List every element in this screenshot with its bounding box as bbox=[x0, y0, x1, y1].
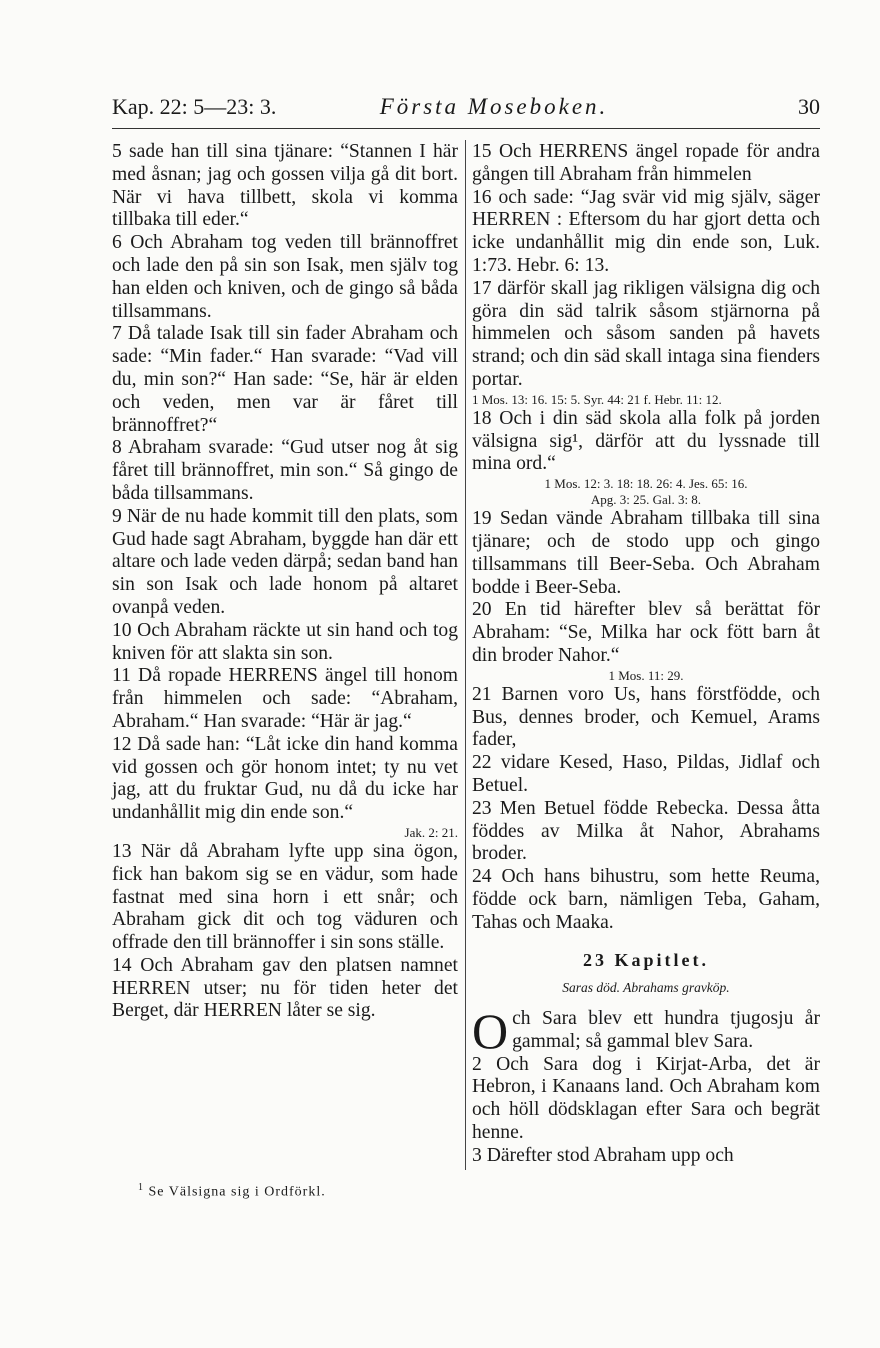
verse-8: 8 Abraham svarade: “Gud utser nog åt sig fåret till brännoffret, min son.“ Så gingo de båda tillsammans. bbox=[112, 437, 458, 504]
cross-reference: Jak. 2: 21. bbox=[404, 824, 458, 840]
drop-cap: O bbox=[472, 1003, 509, 1060]
chapter-heading: 23 Kapitlet. bbox=[583, 949, 709, 970]
verse-17: 17 därför skall jag rikligen välsigna dig och göra din säd talrik såsom stjärnorna på himmelen och såsom sanden på havets strand; och din säd skall intaga sina fienders portar. bbox=[472, 277, 820, 390]
left-column bbox=[112, 141, 458, 1023]
verse-14: 14 Och Abraham gav den platsen namnet HERREN utser; nu för tiden heter det Berget, där HERREN låter se sig. bbox=[112, 954, 458, 1022]
footnote-marker: 1 bbox=[138, 1182, 144, 1193]
verse-12: 12 Då sade han: “Låt icke din hand komma vid gossen och gör honom intet; ty nu vet jag, att du fruktar Gud, nu då du icke har undanhållit mig din ende son.“ bbox=[112, 733, 458, 824]
verse-23: 23 Men Betuel födde Rebecka. Dessa åtta föddes av Milka åt Nahor, Abrahams broder. bbox=[472, 797, 820, 865]
verse-9: 9 När de nu hade kommit till den plats, som Gud hade sagt Abraham, byggde han där ett altare och lade veden därpå; sedan band han sin son Isak och lade honom på altaret ovanpå veden. bbox=[112, 505, 458, 618]
verse-15: 15 Och HERRENS ängel ropade för andra gången till Abraham från himmelen bbox=[472, 141, 820, 185]
book-title: Första Moseboken. bbox=[379, 94, 609, 119]
verse-6: 6 Och Abraham tog veden till brännoffret och lade den på sin son Isak, men själv tog han elden och kniven, och de gingo så båda tillsammans. bbox=[112, 232, 458, 322]
chapter-summary: Saras död. Abrahams gravköp. bbox=[562, 980, 730, 996]
verse-1-text: ch Sara blev ett hundra tjugosju år gammal; så gammal blev Sara. bbox=[512, 1008, 820, 1052]
verse-18: 18 Och i din säd skola alla folk på jorden välsigna sig¹, därför att du lyssnade till mina ord.“ bbox=[472, 407, 820, 475]
verse-10: 10 Och Abraham räckte ut sin hand och tog kniven för att slakta sin son. bbox=[112, 619, 458, 664]
cross-reference: 1 Mos. 12: 3. 18: 18. 26: 4. Jes. 65: 16. bbox=[544, 476, 748, 492]
verse-20: 20 En tid härefter blev så berättat för Abraham: “Se, Milka har ock fött barn åt din broder Nahor.“ bbox=[472, 599, 820, 666]
verse-7: 7 Då talade Isak till sin fader Abraham och sade: “Min fader.“ Han svarade: “Vad vill du, min son?“ Han sade: “Se, här är elden och veden, men var är fåret till brännoffret?“ bbox=[112, 323, 458, 436]
page-number: 30 bbox=[798, 94, 820, 119]
right-column bbox=[472, 141, 820, 1168]
verse-21: 21 Barnen voro Us, hans förstfödde, och Bus, dennes broder, och Kemuel, Arams fader, bbox=[472, 683, 820, 751]
chapter-23-verse-3: 3 Därefter stod Abraham upp och bbox=[472, 1144, 734, 1166]
verse-16: 16 och sade: “Jag svär vid mig själv, säger HERREN : Eftersom du har gjort detta och icke undanhållit mig din ende son, Luk. 1:73. Hebr. 6: 13. bbox=[472, 186, 820, 276]
verse-22: 22 vidare Kesed, Haso, Pildas, Jidlaf och Betuel. bbox=[472, 752, 820, 796]
verse-19: 19 Sedan vände Abraham tillbaka till sina tjänare; och de stodo upp och gingo tillsammans till Beer-Seba. Och Abraham bodde i Beer-Seba. bbox=[472, 508, 820, 598]
footnote bbox=[138, 1182, 326, 1201]
page-header bbox=[112, 92, 820, 126]
verse-13: 13 När då Abraham lyfte upp sina ögon, fick han bakom sig se en vädur, som hade fastnat med sina horn i ett snår; och Abraham gick dit och tog väduren och offrade den till brännoffer i sin sons ställe. bbox=[112, 840, 458, 954]
verse-11: 11 Då ropade HERRENS ängel till honom från himmelen och sade: “Abraham, Abraham.“ Han svarade: “Här är jag.“ bbox=[112, 665, 458, 732]
chapter-23-verse-1 bbox=[472, 1003, 820, 1060]
cross-reference: 1 Mos. 11: 29. bbox=[608, 667, 684, 683]
footnote-text: Se Välsigna sig i Ordförkl. bbox=[148, 1184, 326, 1200]
header-rule bbox=[112, 128, 820, 129]
cross-reference: Apg. 3: 25. Gal. 3: 8. bbox=[590, 492, 702, 508]
verse-5: 5 sade han till sina tjänare: “Stannen I här med åsnan; jag och gossen vilja gå dit bort. När vi hava tillbett, skola vi komma tillbaka till eder.“ bbox=[112, 141, 458, 231]
verse-24: 24 Och hans bihustru, som hette Reuma, födde ock barn, nämligen Teba, Gaham, Tahas och Maaka. bbox=[472, 866, 820, 933]
column-divider bbox=[465, 140, 466, 1170]
cross-reference: 1 Mos. 13: 16. 15: 5. Syr. 44: 21 f. Hebr. 11: 12. bbox=[472, 391, 722, 407]
chapter-reference: Kap. 22: 5—23: 3. bbox=[112, 94, 277, 119]
chapter-23-verse-2: 2 Och Sara dog i Kirjat-Arba, det är Hebron, i Kanaans land. Och Abraham kom och höll dödsklagan efter Sara och begrät henne. bbox=[472, 1053, 820, 1144]
